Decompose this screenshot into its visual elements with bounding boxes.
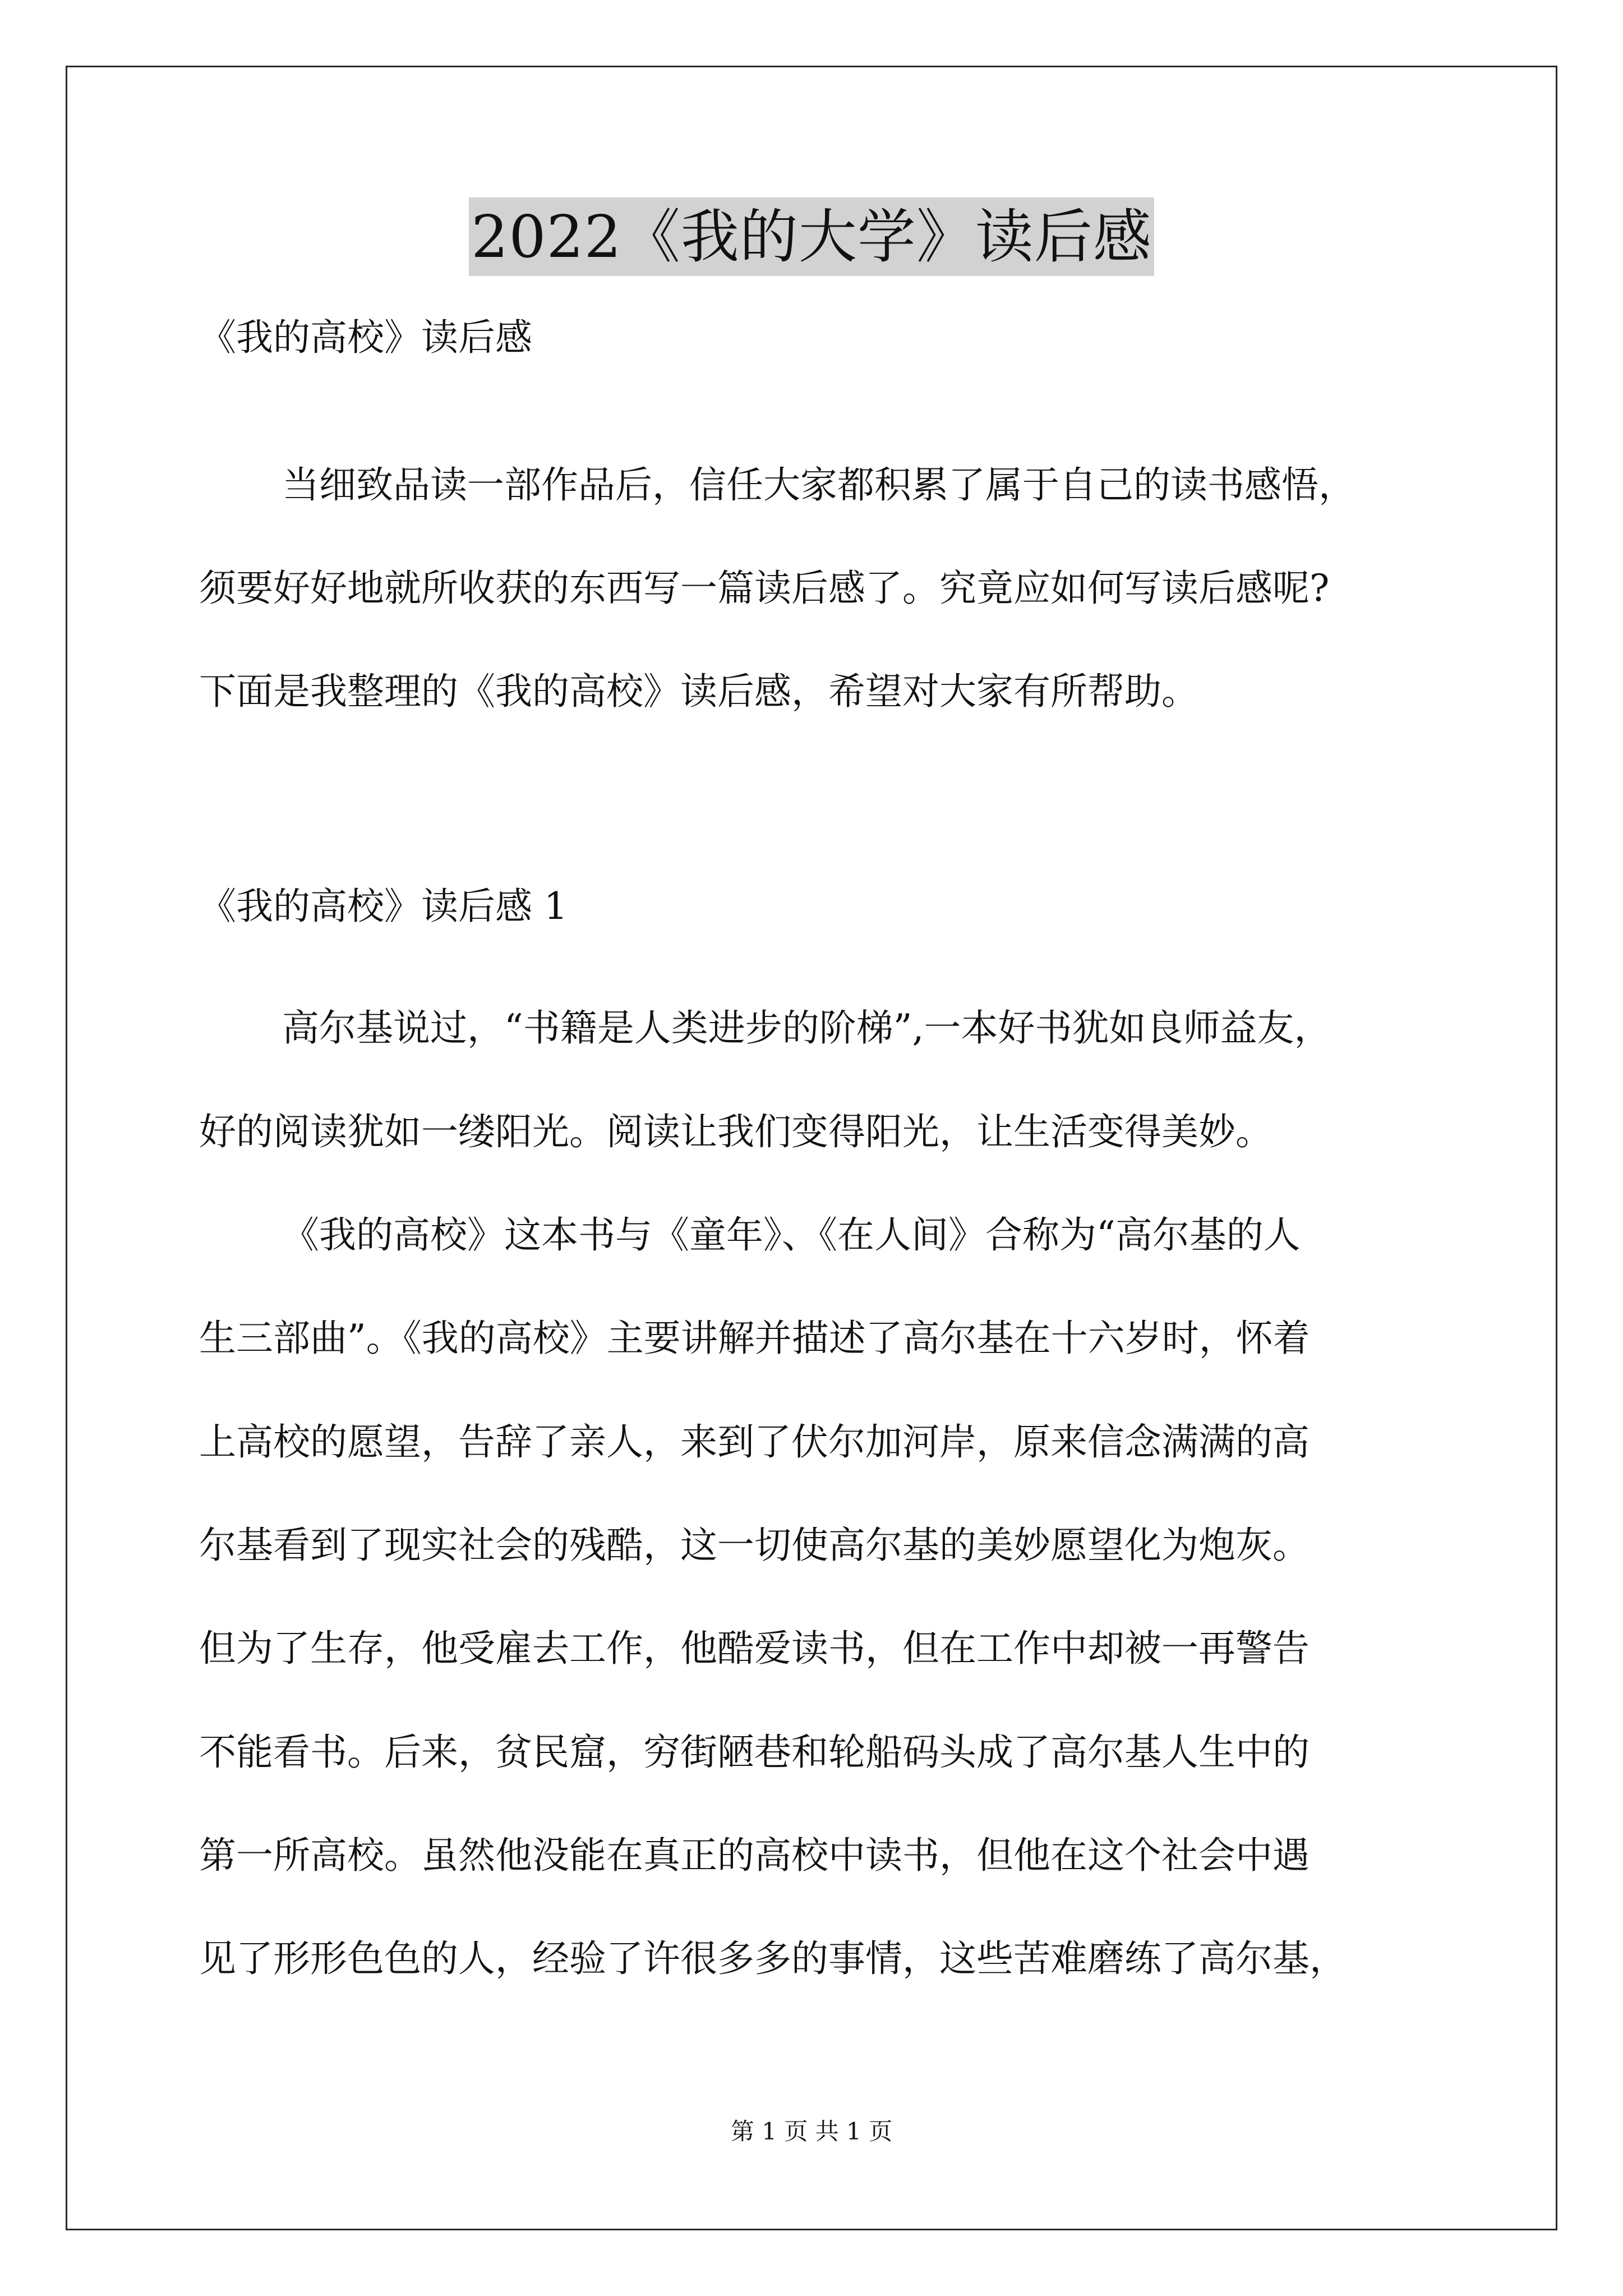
paragraph-line: 但为了生存，他受雇去工作，他酷爱读书，但在工作中却被一再警告 bbox=[199, 1627, 1310, 1670]
title-container bbox=[0, 197, 1623, 276]
intro-heading: 《我的高校》读后感 bbox=[199, 316, 532, 359]
paragraph-line: 高尔基说过，“书籍是人类进步的阶梯”,一本好书犹如良师益友， bbox=[282, 1006, 1331, 1050]
paragraph-line: 当细致品读一部作品后，信任大家都积累了属于自己的读书感悟， bbox=[282, 463, 1355, 507]
paragraph-line: 好的阅读犹如一缕阳光。阅读让我们变得阳光，让生活变得美妙。 bbox=[199, 1110, 1272, 1153]
paragraph-line: 下面是我整理的《我的高校》读后感，希望对大家有所帮助。 bbox=[199, 670, 1198, 713]
paragraph-line: 《我的高校》这本书与《童年》、《在人间》合称为“高尔基的人 bbox=[282, 1213, 1301, 1257]
paragraph-line: 见了形形色色的人，经验了许很多多的事情，这些苦难磨练了高尔基， bbox=[199, 1937, 1347, 1980]
paragraph-line: 上高校的愿望，告辞了亲人，来到了伏尔加河岸，原来信念满满的高 bbox=[199, 1420, 1310, 1464]
paragraph-line: 须要好好地就所收获的东西写一篇读后感了。究竟应如何写读后感呢? bbox=[199, 567, 1330, 610]
paragraph-line: 生三部曲”。《我的高校》主要讲解并描述了高尔基在十六岁时，怀着 bbox=[199, 1317, 1310, 1360]
page-footer: 第 1 页 共 1 页 bbox=[730, 2118, 893, 2145]
section-heading: 《我的高校》读后感 1 bbox=[199, 885, 568, 928]
paragraph-line: 第一所高校。虽然他没能在真正的高校中读书，但他在这个社会中遇 bbox=[199, 1834, 1310, 1877]
paragraph-line: 不能看书。后来，贫民窟，穷街陋巷和轮船码头成了高尔基人生中的 bbox=[199, 1731, 1310, 1774]
paragraph-line: 尔基看到了现实社会的残酷，这一切使高尔基的美妙愿望化为炮灰。 bbox=[199, 1524, 1310, 1567]
document-title: 2022《我的大学》读后感 bbox=[469, 197, 1154, 276]
